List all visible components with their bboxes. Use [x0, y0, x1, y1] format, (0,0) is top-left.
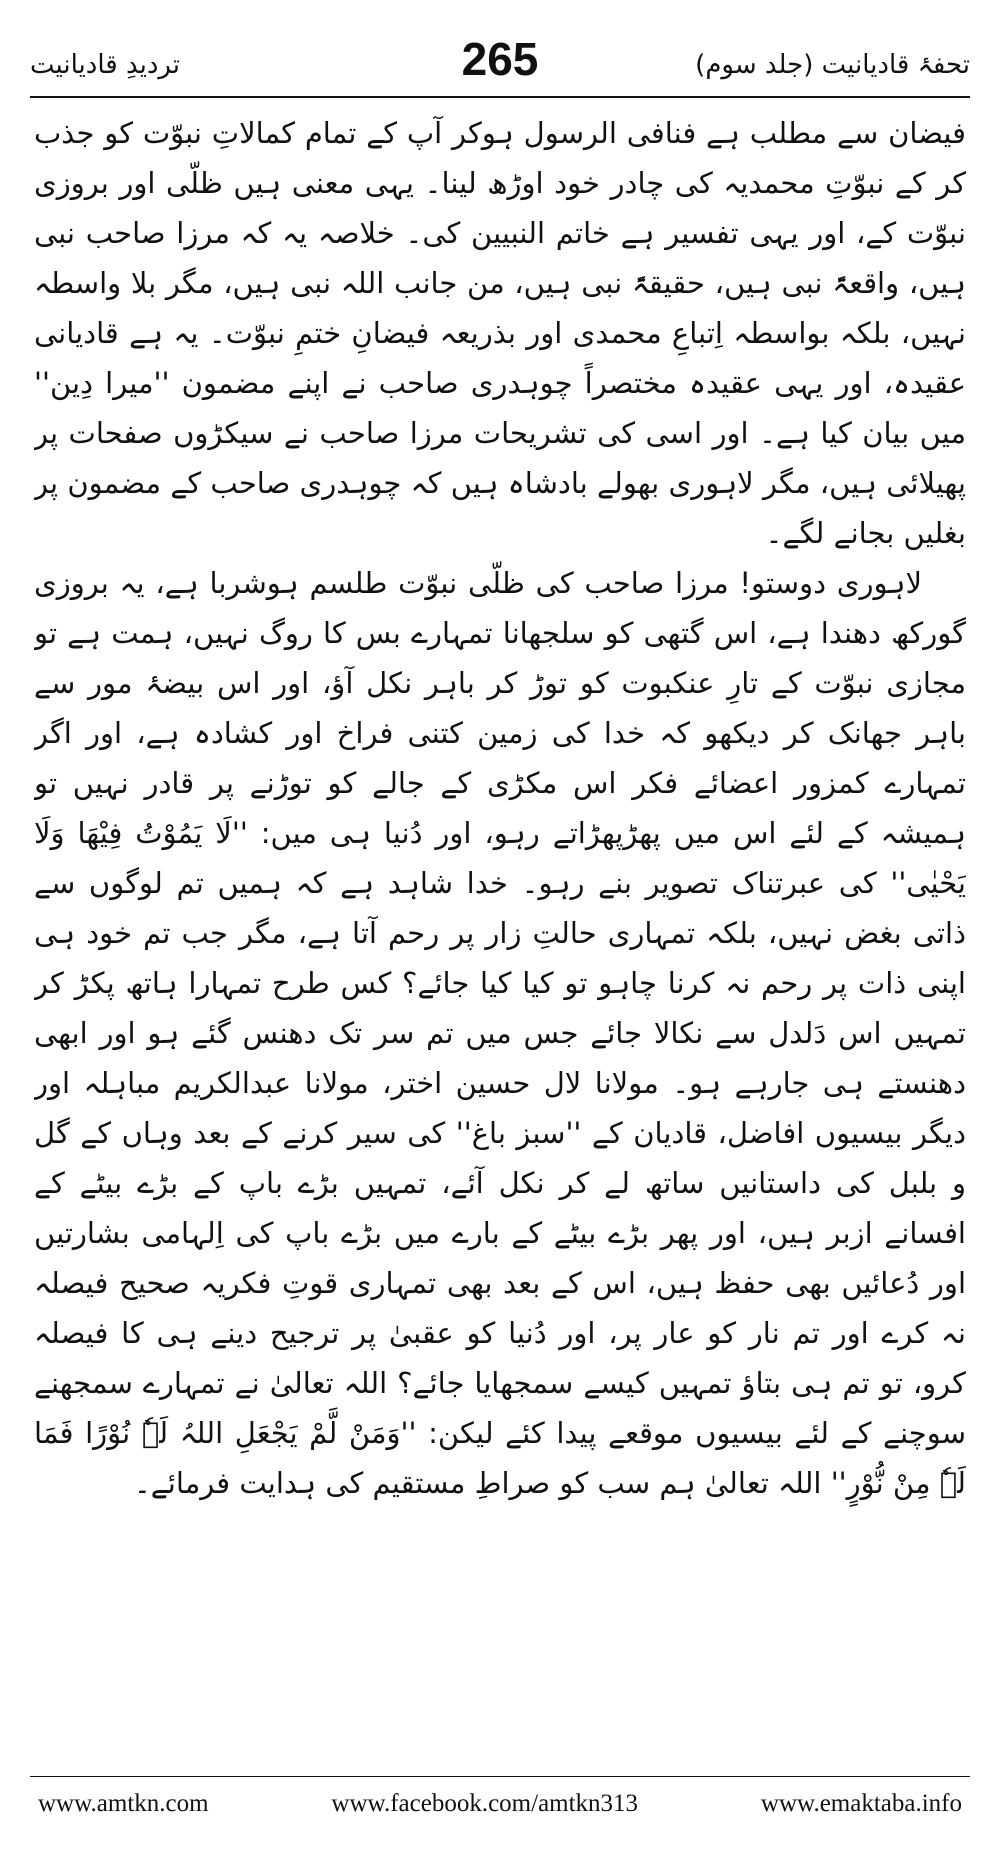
page-body	[34, 108, 966, 1748]
body-paragraph-1: فیضان سے مطلب ہے فنافی الرسول ہوکر آپ کے تمام کمالاتِ نبوّت کو جذب کر کے نبوّتِ محمدیہ کی چادر خود اوڑھ لینا۔ یہی معنی ہیں ظلّی اور بروزی نبوّت کے، اور یہی تفسیر ہے خاتم النبیین کی۔ خلاصہ یہ کہ مرزا صاحب نبی ہیں، واقعۃً نبی ہیں، حقیقۃً نبی ہیں، من جانب اللہ نبی ہیں، مگر بلا واسطہ نہیں، بلکہ بواسطہ اِتباعِ محمدی اور بذریعہ فیضانِ ختمِ نبوّت۔ یہ ہے قادیانی عقیدہ، اور یہی عقیدہ مختصراً چوہدری صاحب نے اپنے مضمون ''میرا دِین'' میں بیان کیا ہے۔ اور اسی کی تشریحات مرزا صاحب نے سیکڑوں صفحات پر پھیلائی ہیں، مگر لاہوری بھولے بادشاہ ہیں کہ چوہدری صاحب کے مضمون پر بغلیں بجانے لگے۔	[34, 116, 966, 550]
page-header	[30, 28, 970, 88]
header-book-title: تحفۂ قادیانیت (جلد سوم)	[695, 50, 970, 80]
footer-link-facebook[interactable]: www.facebook.com/amtkn313	[331, 1790, 639, 1817]
footer-link-amtkn[interactable]: www.amtkn.com	[38, 1790, 209, 1817]
body-paragraph-2: لاہوری دوستو! مرزا صاحب کی ظلّی نبوّت طلسم ہوشربا ہے، یہ بروزی گورکھ دھندا ہے، اس گتھی کو سلجھانا تمہارے بس کا روگ نہیں، ہمت ہے تو مجازی نبوّت کے تارِ عنکبوت کو توڑ کر باہر نکل آؤ، اور اس بیضۂ مور سے باہر جھانک کر دیکھو کہ خدا کی زمین کتنی فراخ اور کشادہ ہے، اور اگر تمہارے کمزور اعضائے فکر اس مکڑی کے جالے کو توڑنے پر قادر نہیں تو ہمیشہ کے لئے اس میں پھڑپھڑاتے رہو، اور دُنیا ہی میں: ''لَا یَمُوْتُ فِیْھَا وَلَا یَحْیٰی'' کی عبرتناک تصویر بنے رہو۔ خدا شاہد ہے کہ ہمیں تم لوگوں سے ذاتی بغض نہیں، بلکہ تمہاری حالتِ زار پر رحم آتا ہے، مگر جب تم خود ہی اپنی ذات پر رحم نہ کرنا چاہو تو کیا کیا جائے؟ کس طرح تمہارا ہاتھ پکڑ کر تمہیں اس دَلدل سے نکالا جائے جس میں تم سر تک دھنس گئے ہو اور ابھی دھنستے ہی جارہے ہو۔ مولانا لال حسین اختر، مولانا عبدالکریم مباہلہ اور دیگر بیسیوں افاضل، قادیان کے ''سبز باغ'' کی سیر کرنے کے بعد وہاں کے گل و بلبل کی داستانیں ساتھ لے کر نکل آئے، تمہیں بڑے باپ کے بڑے بیٹے کے افسانے ازبر ہیں، اور پھر بڑے بیٹے کے بارے میں بڑے باپ کی اِلہامی بشارتیں اور دُعائیں بھی حفظ ہیں، اس کے بعد بھی تمہاری قوتِ فکریہ صحیح فیصلہ نہ کرے اور تم نار کو عار پر، اور دُنیا کو عقبیٰ پر ترجیح دینے ہی کا فیصلہ کرو، تو تم ہی بتاؤ تمہیں کیسے سمجھایا جائے؟ اللہ تعالیٰ نے تمہارے سمجھنے سوچنے کے لئے بیسیوں موقعے پیدا کئے لیکن: ''وَمَنْ لَّمْ یَجْعَلِ اللہُ لَہٗ نُوْرًا فَمَا لَہٗ مِنْ نُّوْرٍ'' اللہ تعالیٰ ہم سب کو صراطِ مستقیم کی ہدایت فرمائے۔	[34, 566, 966, 1500]
footer-link-emaktaba[interactable]: www.emaktaba.info	[760, 1790, 962, 1817]
header-divider	[30, 96, 970, 98]
footer-divider	[30, 1776, 970, 1777]
page-footer	[38, 1790, 962, 1826]
header-section-title: تردیدِ قادیانیت	[30, 50, 181, 80]
page-number: 265	[461, 33, 539, 85]
